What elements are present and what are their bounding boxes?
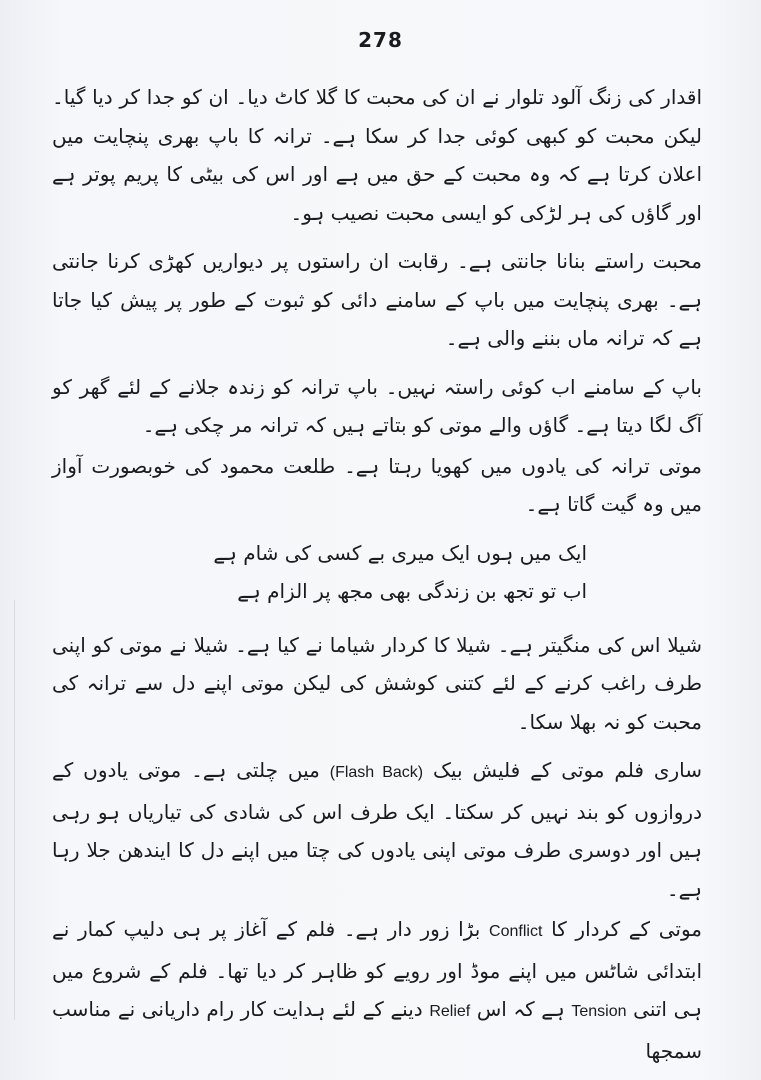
paragraph-conflict-start: موتی کے کردار کا — [551, 917, 703, 941]
song-verse — [52, 534, 702, 610]
verse-line-1: ایک میں ہوں ایک میری بے کسی کی شام ہے — [213, 540, 587, 565]
page-body — [52, 78, 702, 1080]
paragraph-conflict-end: دینے کے لئے ہدایت کار رام داریانی نے مناسب سمجھا — [52, 997, 702, 1063]
paragraph-flashback-end: میں چلتی ہے۔ موتی یادوں کے دروازوں کو بند نہیں کر سکتا۔ ایک طرف اس کی شادی کی تیاریاں ہو رہی ہیں اور دوسری طرف موتی اپنی یادوں کی چتا میں اپنے دل کا ایندھن جلا رہا ہے۔ — [52, 758, 702, 901]
page-number: 278 — [358, 28, 403, 52]
latin-term-flashback: (Flash Back) — [329, 764, 424, 781]
latin-term-tension: Tension — [571, 1003, 627, 1020]
paragraph-2: محبت راستے بنانا جانتی ہے۔ رقابت ان راستوں پر دیواریں کھڑی کرنا جانتی ہے۔ بھری پنچایت میں باپ کے سامنے دائی کو ثبوت کے طور پر پیش کیا جاتا ہے کہ ترانہ ماں بننے والی ہے۔ — [52, 249, 702, 350]
paragraph-1: اقدار کی زنگ آلود تلوار نے ان کی محبت کا گلا کاٹ دیا۔ ان کو جدا کر دیا گیا۔ لیکن محبت کو کبھی کوئی جدا کر سکا ہے۔ ترانہ کا باپ بھری پنچایت میں اعلان کرتا ہے کہ وہ محبت کے حق میں ہے اور اس کی بیٹی کا پریم پوتر ہے اور گاؤں کی ہر لڑکی کو ایسی محبت نصیب ہو۔ — [52, 85, 702, 225]
paragraph-5: شیلا اس کی منگیتر ہے۔ شیلا کا کردار شیاما نے کیا ہے۔ شیلا نے موتی کو اپنی طرف راغب کرنے کے لئے کتنی کوشش کی لیکن موتی اپنے دل سے ترانہ کی محبت کو نہ بھلا سکا۔ — [52, 632, 702, 734]
paragraph-4: موتی ترانہ کی یادوں میں کھویا رہتا ہے۔ طلعت محمود کی خوبصورت آواز میں وہ گیت گاتا ہے۔ — [52, 453, 702, 516]
paragraph-conflict-middle: بڑا زور دار ہے۔ فلم کے آغاز پر ہی دلیپ کمار نے ابتدائی شاٹس میں اپنے موڈ اور رویے کو ظاہر کر دیا تھا۔ فلم کے شروع میں ہی اتنی — [52, 917, 702, 1021]
paragraph-conflict — [52, 910, 702, 1070]
paragraph-flashback-start: ساری فلم موتی کے فلیش بیک — [433, 758, 703, 782]
latin-term-conflict: Conflict — [489, 923, 543, 940]
page-edge-shadow — [14, 600, 15, 1020]
paragraph-flashback — [52, 751, 702, 908]
latin-term-relief: Relief — [429, 1003, 471, 1020]
verse-line-2: اب تو تجھ بن زندگی بھی مجھ پر الزام ہے — [237, 578, 587, 603]
paragraph-3: باپ کے سامنے اب کوئی راستہ نہیں۔ باپ ترانہ کو زندہ جلانے کے لئے گھر کو آگ لگا دیتا ہے۔ گاؤں والے موتی کو بتاتے ہیں کہ ترانہ مر چکی ہے۔ — [52, 374, 702, 437]
paragraph-conflict-middle-2: ہے کہ اس — [476, 997, 565, 1021]
